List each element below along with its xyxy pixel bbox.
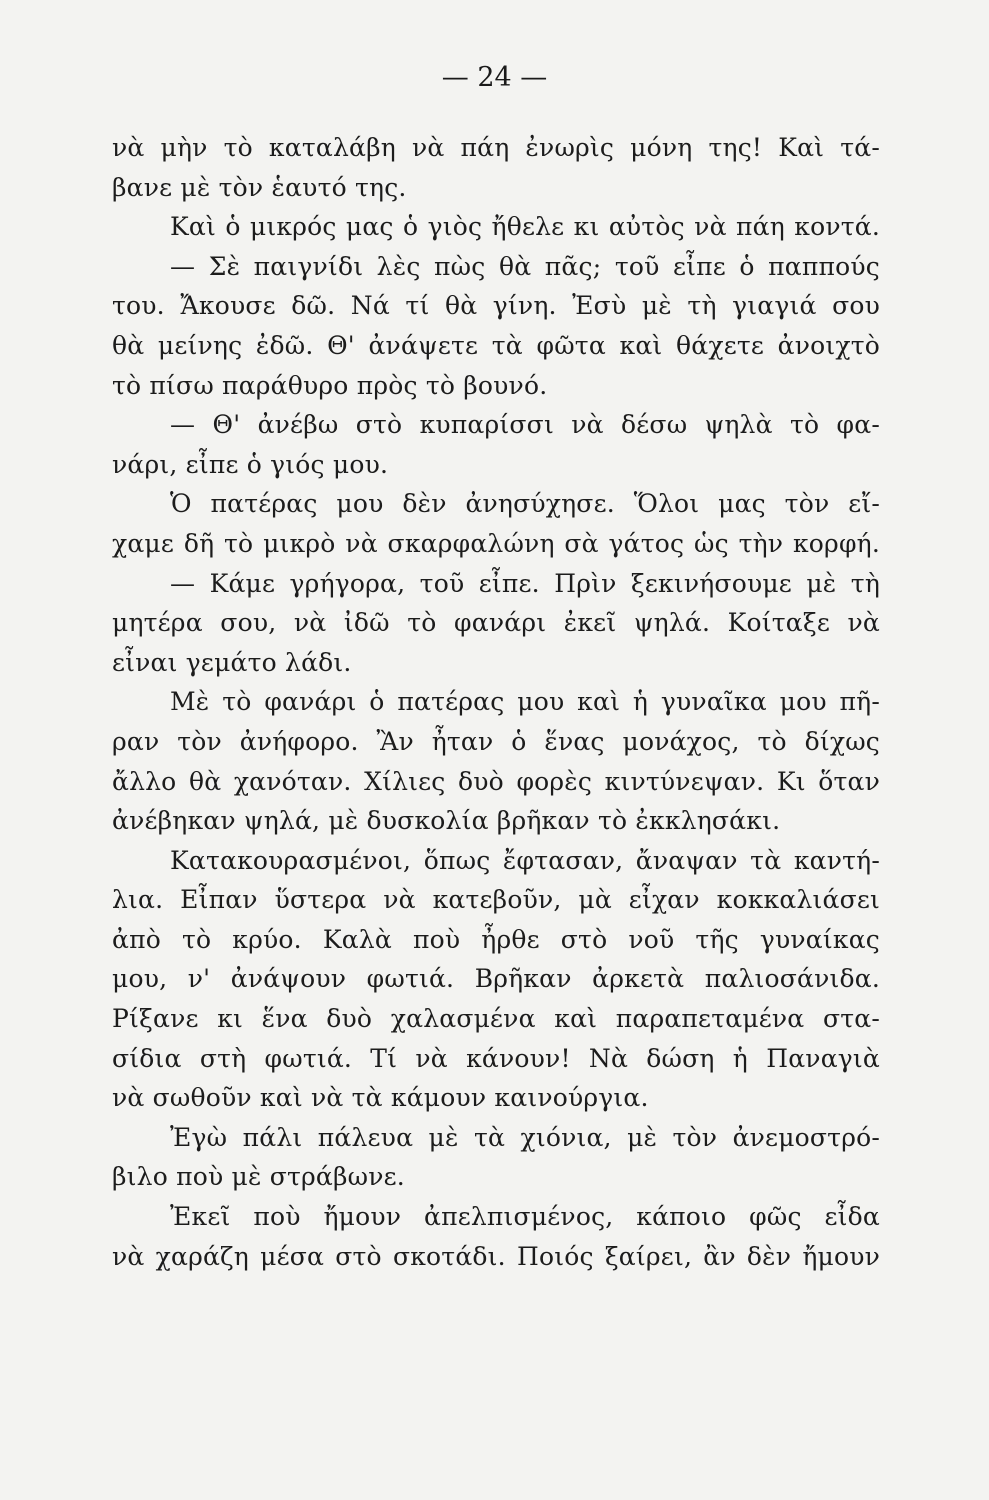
text-line: θὰ μείνης ἐδῶ. Θ' ἀνάψετε τὰ φῶτα καὶ θάχετε ἀνοιχτὸ [112, 330, 880, 360]
text-line: Κατακουρασμένοι, ὅπως ἔφτασαν, ἄναψαν τὰ καντή- [170, 845, 880, 875]
text-line: Καὶ ὁ μικρός μας ὁ γιὸς ἤθελε κι αὐτὸς νὰ πάη κοντά. [170, 212, 880, 242]
text-line: βανε μὲ τὸν ἑαυτό της. [112, 172, 407, 202]
text-line: λια. Εἶπαν ὕστερα νὰ κατεβοῦν, μὰ εἶχαν κοκκαλιάσει [112, 885, 880, 915]
text-line: — Σὲ παιγνίδι λὲς πὼς θὰ πᾶς; τοῦ εἶπε ὁ παππούς [170, 251, 880, 281]
text-line: νὰ μὴν τὸ καταλάβη νὰ πάη ἐνωρὶς μόνη της! Καὶ τά- [112, 133, 880, 162]
text-line: ἀνέβηκαν ψηλά, μὲ δυσκολία βρῆκαν τὸ ἐκκλησάκι. [112, 806, 781, 836]
text-line: νάρι, εἶπε ὁ γιός μου. [112, 449, 389, 479]
text-line: νὰ σωθοῦν καὶ νὰ τὰ κάμουν καινούργια. [112, 1083, 649, 1113]
text-line: χαμε δῆ τὸ μικρὸ νὰ σκαρφαλώνη σὰ γάτος ὡς τὴν κορφή. [112, 528, 880, 558]
text-line: βιλο ποὺ μὲ στράβωνε. [112, 1162, 405, 1192]
text-line: — Θ' ἀνέβω στὸ κυπαρίσσι νὰ δέσω ψηλὰ τὸ φα- [170, 410, 880, 440]
text-line: ραν τὸν ἀνήφορο. Ἂν ἦταν ὁ ἕνας μονάχος, τὸ δίχως [112, 726, 880, 756]
text-line: Ἐγὼ πάλι πάλευα μὲ τὰ χιόνια, μὲ τὸν ἀνεμοστρό- [170, 1122, 880, 1152]
text-line: νὰ χαράζη μέσα στὸ σκοτάδι. Ποιός ξαίρει, ἂν δὲν ἤμουν [112, 1241, 880, 1271]
text-line: Μὲ τὸ φανάρι ὁ πατέρας μου καὶ ἡ γυναῖκα μου πῆ- [170, 687, 880, 717]
text-line: τὸ πίσω παράθυρο πρὸς τὸ βουνό. [112, 370, 548, 400]
text-line: ἄλλο θὰ χανόταν. Χίλιες δυὸ φορὲς κιντύνεψαν. Κι ὅταν [112, 766, 880, 796]
text-line: Ὁ πατέρας μου δὲν ἀνησύχησε. Ὅλοι μας τὸν εἴ- [170, 489, 880, 519]
page-number: — 24 — [441, 62, 548, 93]
text-line: — Κάμε γρήγορα, τοῦ εἶπε. Πρὶν ξεκινήσουμε μὲ τὴ [170, 568, 880, 598]
text-line: Ρίξανε κι ἕνα δυὸ χαλασμένα καὶ παραπεταμένα στα- [112, 1004, 880, 1034]
text-line: Ἐκεῖ ποὺ ἤμουν ἀπελπισμένος, κάποιο φῶς εἶδα [170, 1202, 880, 1232]
text-line: μητέρα σου, νὰ ἰδῶ τὸ φανάρι ἐκεῖ ψηλά. Κοίταξε νὰ [112, 608, 880, 638]
text-line: σίδια στὴ φωτιά. Τί νὰ κάνουν! Νὰ δώση ἡ Παναγιὰ [112, 1043, 880, 1073]
text-line: του. Ἄκουσε δῶ. Νά τί θὰ γίνη. Ἐσὺ μὲ τὴ γιαγιά σου [112, 291, 880, 321]
text-line: εἶναι γεμάτο λάδι. [112, 647, 352, 677]
text-line: ἀπὸ τὸ κρύο. Καλὰ ποὺ ἦρθε στὸ νοῦ τῆς γυναίκας [112, 924, 880, 954]
text-line: μου, ν' ἀνάψουν φωτιά. Βρῆκαν ἀρκετὰ παλιοσάνιδα. [112, 964, 880, 994]
body-text [112, 128, 880, 1276]
